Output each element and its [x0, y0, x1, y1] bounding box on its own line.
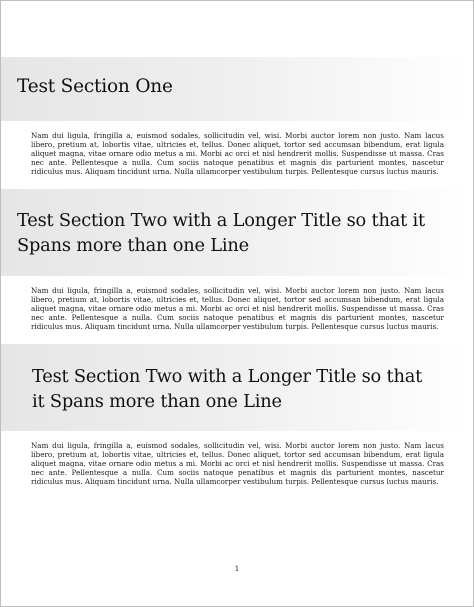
section-3-title: Test Section Two with a Longer Title so that it Spans more than one Line	[32, 366, 423, 412]
section-3-heading-band	[1, 344, 471, 431]
section-1-title: Test Section One	[17, 76, 173, 97]
section-1-body: Nam dui ligula, fringilla a, euismod sodales, sollicitudin vel, wisi. Morbi auctor lorem non justo. Nam lacus libero, pretium at, lobortis vitae, ultricies et, tellus. Donec aliquet, tortor sed accumsan bibendum, erat ligula aliquet magna, vitae ornare odio metus a mi. Morbi ac orci et nisl hendrerit mollis. Suspendisse ut massa. Cras nec ante. Pellentesque a nulla. Cum sociis natoque penatibus et magnis dis parturient montes, nascetur ridiculus mus. Aliquam tincidunt urna. Nulla ullamcorper vestibulum turpis. Pellentesque cursus luctus mauris.	[31, 131, 444, 177]
section-1-heading-band	[1, 57, 471, 121]
section-3-body: Nam dui ligula, fringilla a, euismod sodales, sollicitudin vel, wisi. Morbi auctor lorem non justo. Nam lacus libero, pretium at, lobortis vitae, ultricies et, tellus. Donec aliquet, tortor sed accumsan bibendum, erat ligula aliquet magna, vitae ornare odio metus a mi. Morbi ac orci et nisl hendrerit mollis. Suspendisse ut massa. Cras nec ante. Pellentesque a nulla. Cum sociis natoque penatibus et magnis dis parturient montes, nascetur ridiculus mus. Aliquam tincidunt urna. Nulla ullamcorper vestibulum turpis. Pellentesque cursus luctus mauris.	[31, 441, 444, 487]
section-2-body: Nam dui ligula, fringilla a, euismod sodales, sollicitudin vel, wisi. Morbi auctor lorem non justo. Nam lacus libero, pretium at, lobortis vitae, ultricies et, tellus. Donec aliquet, tortor sed accumsan bibendum, erat ligula aliquet magna, vitae ornare odio metus a mi. Morbi ac orci et nisl hendrerit mollis. Suspendisse ut massa. Cras nec ante. Pellentesque a nulla. Cum sociis natoque penatibus et magnis dis parturient montes, nascetur ridiculus mus. Aliquam tincidunt urna. Nulla ullamcorper vestibulum turpis. Pellentesque cursus luctus mauris.	[31, 286, 444, 332]
section-2-heading-band	[1, 189, 471, 276]
section-2-title: Test Section Two with a Longer Title so that it Spans more than one Line	[17, 210, 425, 256]
page-number: 1	[234, 564, 240, 573]
